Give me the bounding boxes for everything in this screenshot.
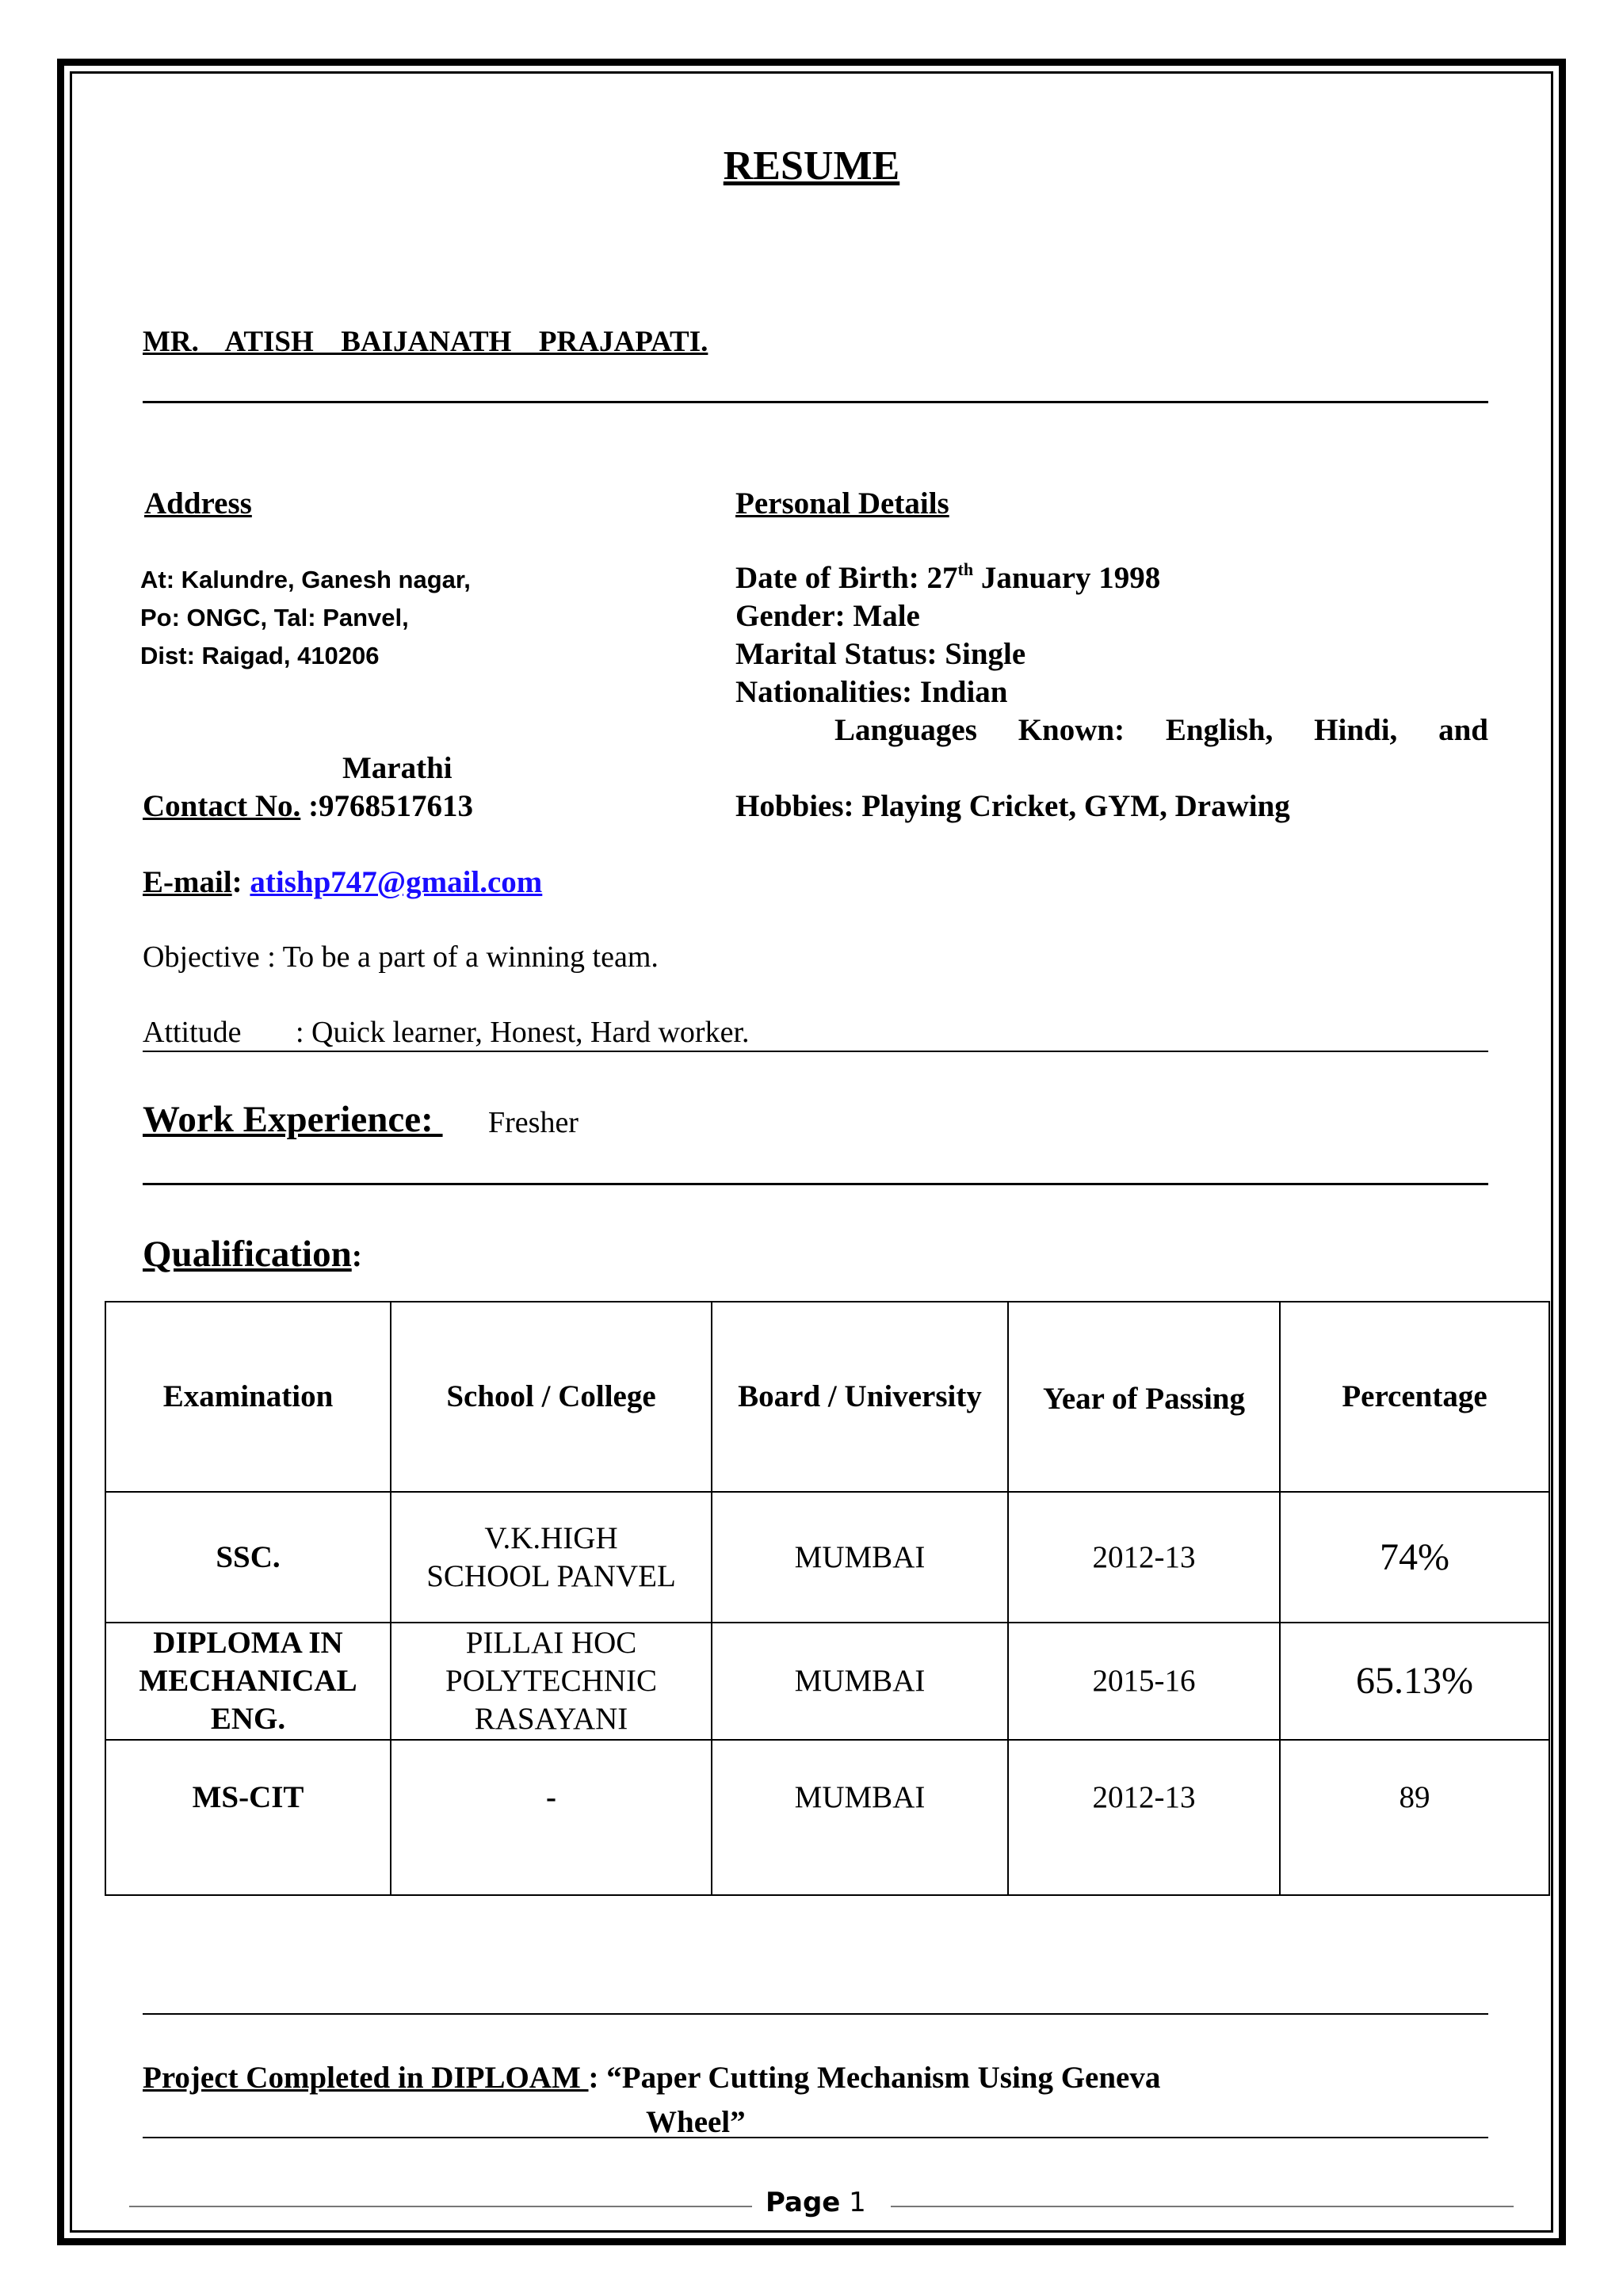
percentage-cell: 65.13%	[1280, 1623, 1549, 1740]
table-row	[105, 1623, 1549, 1740]
attitude	[143, 1015, 750, 1050]
percentage-cell: 89	[1280, 1740, 1549, 1895]
school-cell: -	[391, 1740, 712, 1895]
candidate-name: MR. ATISH BAIJANATH PRAJAPATI.	[143, 326, 708, 358]
personal-details-heading: Personal Details	[735, 486, 949, 521]
languages-known-continued: Marathi	[342, 751, 453, 785]
column-year-of-passing: Year of Passing	[1008, 1302, 1280, 1492]
column-school-college: School / College	[391, 1302, 712, 1492]
table-row	[105, 1492, 1549, 1623]
languages-known: Languages Known: English, Hindi, and	[834, 713, 1488, 747]
page-number	[766, 2187, 866, 2218]
objective-value: : To be a part of a winning team.	[259, 940, 659, 974]
year-cell: 2012-13	[1008, 1740, 1280, 1895]
qualification-colon: :	[351, 1238, 363, 1273]
board-cell: MUMBAI	[712, 1740, 1008, 1895]
page-word: Page	[766, 2187, 841, 2218]
column-examination: Examination	[105, 1302, 391, 1492]
table-header-row	[105, 1302, 1549, 1492]
email-label: E-mail	[143, 865, 232, 899]
resume-title: RESUME	[723, 143, 900, 189]
email	[143, 864, 542, 900]
email-link[interactable]: atishp747@gmail.com	[250, 865, 543, 899]
project-value-continued: Wheel”	[646, 2105, 746, 2139]
year-cell: 2012-13	[1008, 1492, 1280, 1623]
address-heading: Address	[144, 486, 252, 521]
qualification-label: Qualification	[143, 1234, 352, 1275]
qualification-table	[105, 1301, 1550, 1896]
project-label: Project Completed in DIPLOAM	[143, 2061, 589, 2095]
work-experience	[143, 1098, 443, 1141]
contact-value: :9768517613	[300, 789, 474, 823]
project-divider-top	[143, 2013, 1488, 2015]
work-experience-label: Work Experience:	[143, 1099, 443, 1140]
address-line-3: Dist: Raigad, 410206	[140, 642, 380, 669]
work-divider	[143, 1183, 1488, 1185]
column-percentage: Percentage	[1280, 1302, 1549, 1492]
dob-suffix: January 1998	[973, 561, 1161, 595]
board-cell: MUMBAI	[712, 1492, 1008, 1623]
school-cell: V.K.HIGH SCHOOL PANVEL	[391, 1492, 712, 1623]
address-line-1: At: Kalundre, Ganesh nagar,	[140, 566, 471, 593]
marital-status: Marital Status: Single	[735, 637, 1026, 671]
dob-prefix: Date of Birth: 27	[735, 561, 958, 595]
exam-cell: MS-CIT	[105, 1740, 391, 1895]
nationality: Nationalities: Indian	[735, 675, 1008, 709]
project-divider-bottom	[143, 2137, 1488, 2138]
email-separator: :	[231, 865, 250, 899]
table-row	[105, 1740, 1549, 1895]
attitude-divider	[143, 1051, 1488, 1052]
page-number-value: 1	[849, 2187, 866, 2218]
hobbies: Hobbies: Playing Cricket, GYM, Drawing	[735, 789, 1290, 823]
footer-line-right	[891, 2206, 1514, 2207]
percentage-cell: 74%	[1280, 1492, 1549, 1623]
column-board-university: Board / University	[712, 1302, 1008, 1492]
qualification-heading	[143, 1233, 362, 1276]
gender: Gender: Male	[735, 599, 920, 633]
address-line-2: Po: ONGC, Tal: Panvel,	[140, 604, 409, 631]
footer-line-left	[129, 2206, 752, 2207]
contact-label: Contact No.	[143, 789, 301, 823]
work-experience-value: Fresher	[488, 1106, 579, 1139]
objective	[143, 940, 659, 974]
project-completed	[143, 2056, 1160, 2100]
exam-cell: SSC.	[105, 1492, 391, 1623]
board-cell: MUMBAI	[712, 1623, 1008, 1740]
attitude-label: Attitude	[143, 1016, 242, 1049]
exam-cell: DIPLOMA IN MECHANICAL ENG.	[105, 1623, 391, 1740]
attitude-value: : Quick learner, Honest, Hard worker.	[296, 1016, 750, 1049]
dob-superscript: th	[957, 559, 974, 579]
objective-label: Objective	[143, 940, 260, 974]
page-border-inner	[70, 71, 1553, 2233]
year-cell: 2015-16	[1008, 1623, 1280, 1740]
project-value: : “Paper Cutting Mechanism Using Geneva	[588, 2061, 1161, 2095]
school-cell: PILLAI HOC POLYTECHNIC RASAYANI	[391, 1623, 712, 1740]
name-divider	[143, 401, 1488, 403]
date-of-birth	[735, 560, 1160, 596]
contact-number	[143, 788, 473, 824]
